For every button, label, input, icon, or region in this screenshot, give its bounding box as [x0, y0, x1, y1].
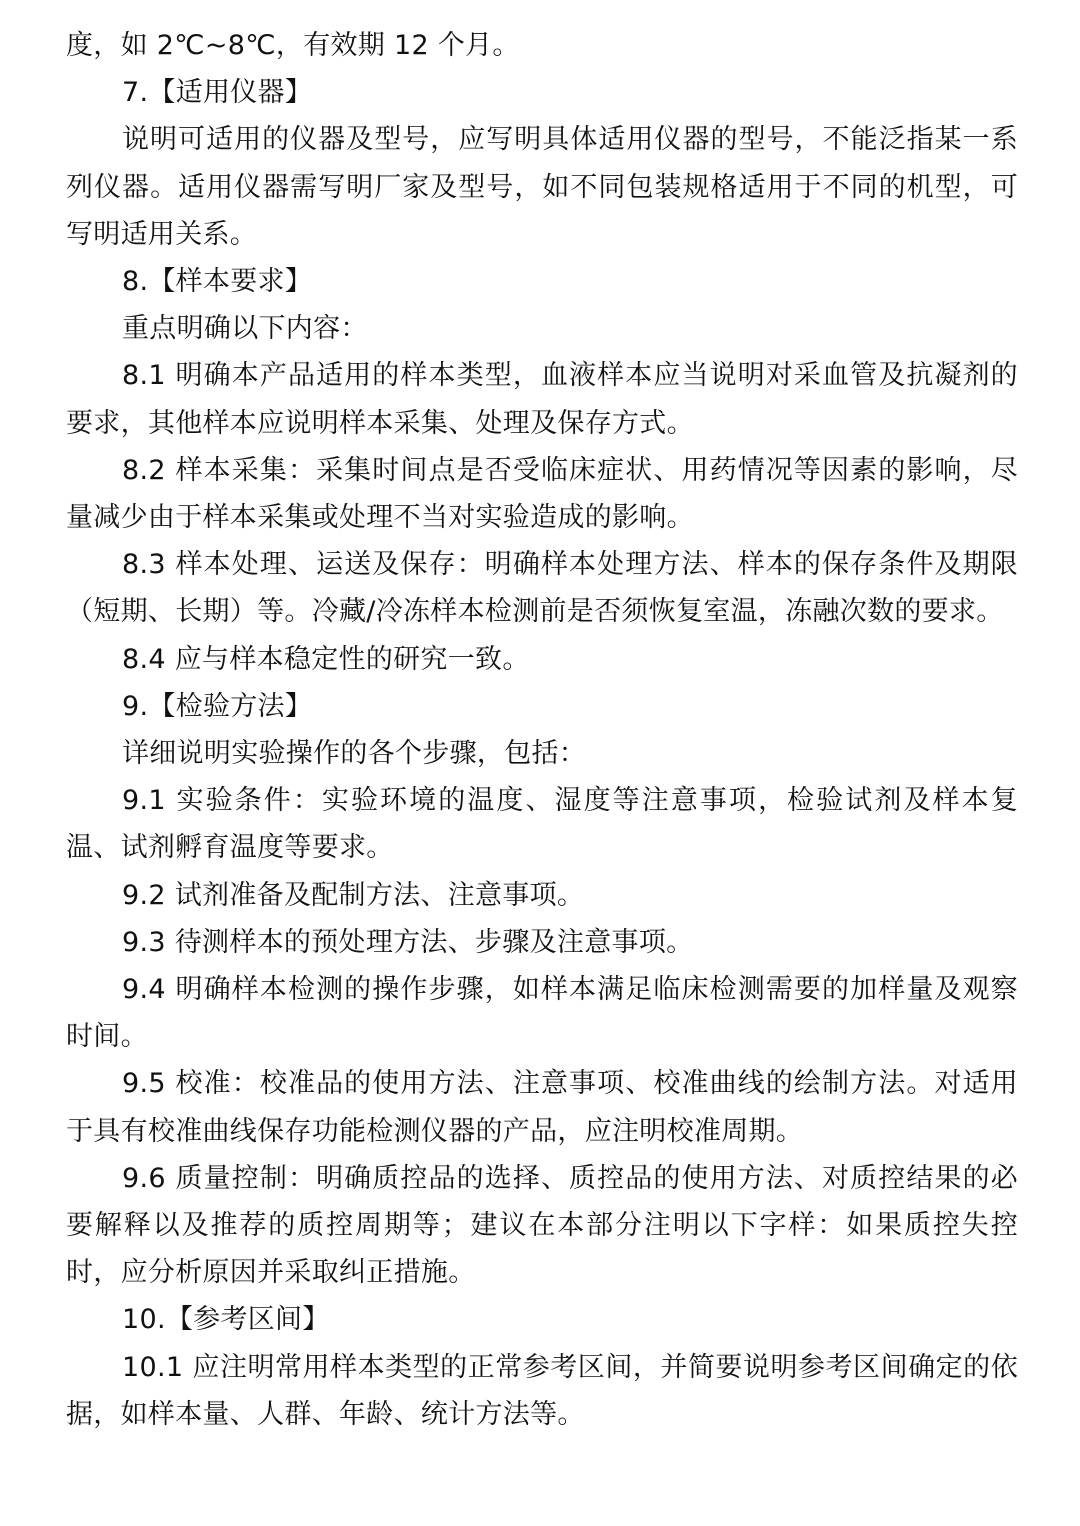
section-heading-test-method: 9.【检验方法】 — [122, 690, 313, 722]
paragraph-9-6: 9.6 质量控制：明确质控品的选择、质控品的使用方法、对质控结果的必要解释以及推荐的质控周期等；建议在本部分注明以下字样：如果质控失控时，应分析原因并采取纠正措施。 — [66, 1162, 1018, 1289]
paragraph-test-method-intro: 详细说明实验操作的各个步骤，包括： — [122, 738, 587, 770]
paragraph-10-1: 10.1 应注明常用样本类型的正常参考区间，并简要说明参考区间确定的依据，如样本量、人群、年龄、统计方法等。 — [66, 1351, 1018, 1430]
paragraph-9-4: 9.4 明确样本检测的操作步骤，如样本满足临床检测需要的加样量及观察时间。 — [66, 974, 1018, 1053]
paragraph-8-1: 8.1 明确本产品适用的样本类型，血液样本应当说明对采血管及抗凝剂的要求，其他样本应说明样本采集、处理及保存方式。 — [66, 360, 1018, 439]
paragraph-9-2: 9.2 试剂准备及配制方法、注意事项。 — [122, 879, 585, 911]
paragraph-storage-continuation: 度，如 2℃~8℃，有效期 12 个月。 — [66, 30, 520, 61]
paragraph-8-4: 8.4 应与样本稳定性的研究一致。 — [122, 643, 530, 675]
document-page — [66, 22, 1018, 1438]
paragraph-9-1: 9.1 实验条件：实验环境的温度、湿度等注意事项，检验试剂及样本复温、试剂孵育温度等要求。 — [66, 785, 1018, 864]
paragraph-sample-intro: 重点明确以下内容： — [122, 313, 368, 345]
paragraph-8-3: 8.3 样本处理、运送及保存：明确样本处理方法、样本的保存条件及期限（短期、长期）等。冷藏/冷冻样本检测前是否须恢复室温，冻融次数的要求。 — [66, 549, 1018, 628]
paragraph-applicable-instruments: 说明可适用的仪器及型号，应写明具体适用仪器的型号，不能泛指某一系列仪器。适用仪器需写明厂家及型号，如不同包装规格适用于不同的机型，可写明适用关系。 — [66, 124, 1018, 250]
section-heading-reference-interval: 10.【参考区间】 — [122, 1304, 330, 1336]
paragraph-9-3: 9.3 待测样本的预处理方法、步骤及注意事项。 — [122, 926, 694, 958]
paragraph-8-2: 8.2 样本采集：采集时间点是否受临床症状、用药情况等因素的影响，尽量减少由于样本采集或处理不当对实验造成的影响。 — [66, 454, 1018, 534]
section-heading-sample-requirements: 8.【样本要求】 — [122, 266, 313, 298]
section-heading-applicable-instruments: 7.【适用仪器】 — [122, 77, 313, 109]
paragraph-9-5: 9.5 校准：校准品的使用方法、注意事项、校准曲线的绘制方法。对适用于具有校准曲线保存功能检测仪器的产品，应注明校准周期。 — [66, 1068, 1018, 1147]
